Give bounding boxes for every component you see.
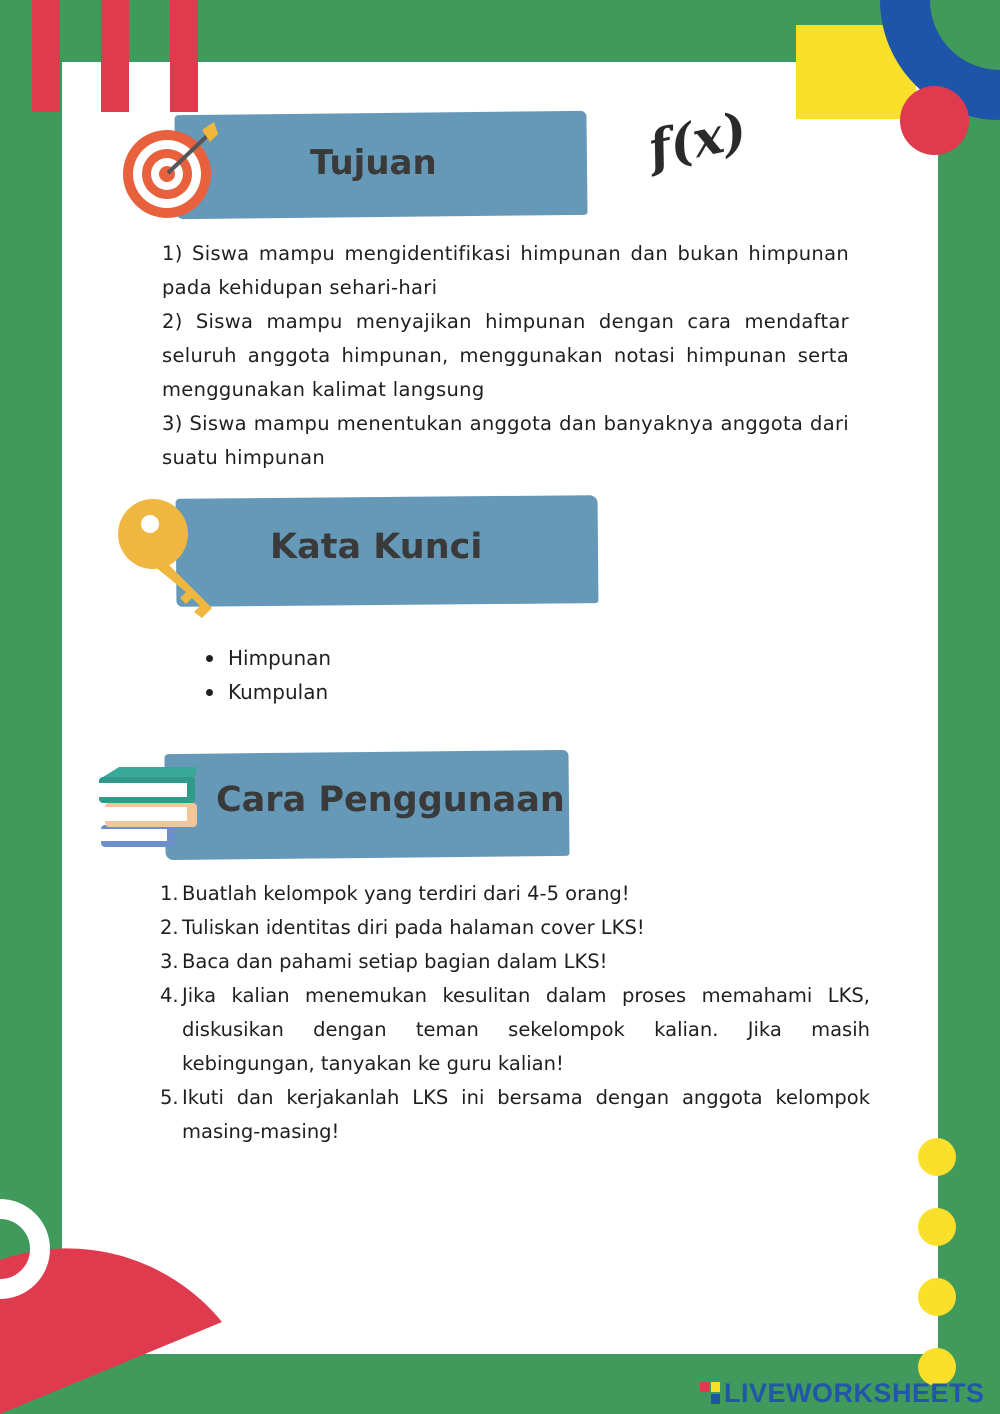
target-icon	[122, 118, 224, 222]
step-number: 1.	[160, 882, 179, 905]
tujuan-title: Tujuan	[310, 143, 437, 183]
step-number: 4.	[160, 984, 179, 1007]
decor-yellow-dot	[918, 1138, 956, 1176]
step-number: 5.	[160, 1086, 179, 1109]
tujuan-list	[162, 237, 849, 475]
step-text: Tuliskan identitas diri pada halaman cover LKS!	[182, 916, 645, 939]
books-icon	[97, 765, 207, 853]
liveworksheets-logo[interactable]: LIVEWORKSHEETS	[724, 1378, 985, 1408]
decor-yellow-dot	[918, 1278, 956, 1316]
formula-decoration: f(x)	[642, 100, 752, 179]
tujuan-item: 2) Siswa mampu menyajikan himpunan dengan cara mendaftar seluruh anggota himpunan, menggunakan notasi himpunan serta menggunakan kalimat langsung	[162, 310, 849, 401]
step-item	[160, 945, 870, 979]
decor-stripe	[101, 0, 129, 112]
kata-kunci-title: Kata Kunci	[270, 527, 483, 567]
decor-stripe	[170, 0, 198, 112]
liveworksheets-logo-icon	[700, 1382, 720, 1404]
step-item	[160, 1081, 870, 1149]
cara-penggunaan-title: Cara Penggunaan	[216, 780, 565, 820]
keyword-item: Himpunan	[200, 641, 331, 675]
step-item	[160, 911, 870, 945]
decor-stripe	[32, 0, 60, 112]
step-number: 2.	[160, 916, 179, 939]
keyword-item: Kumpulan	[200, 675, 331, 709]
decor-white-ring	[0, 1195, 60, 1305]
step-text: Buatlah kelompok yang terdiri dari 4-5 orang!	[182, 882, 630, 905]
step-number: 3.	[160, 950, 179, 973]
kata-kunci-list	[200, 641, 331, 709]
step-text: Jika kalian menemukan kesulitan dalam proses memahami LKS, diskusikan dengan teman sekelompok kalian. Jika masih kebingungan, tanyakan ke guru kalian!	[182, 984, 870, 1075]
decor-red-circle	[900, 86, 969, 155]
decor-yellow-dot	[918, 1208, 956, 1246]
step-text: Ikuti dan kerjakanlah LKS ini bersama dengan anggota kelompok masing-masing!	[182, 1086, 870, 1143]
key-icon	[116, 494, 218, 622]
step-item	[160, 877, 870, 911]
tujuan-item: 3) Siswa mampu menentukan anggota dan banyaknya anggota dari suatu himpunan	[162, 412, 849, 469]
tujuan-item: 1) Siswa mampu mengidentifikasi himpunan dan bukan himpunan pada kehidupan sehari-hari	[162, 242, 849, 299]
step-item	[160, 979, 870, 1081]
step-text: Baca dan pahami setiap bagian dalam LKS!	[182, 950, 608, 973]
cara-penggunaan-list	[160, 877, 870, 1149]
